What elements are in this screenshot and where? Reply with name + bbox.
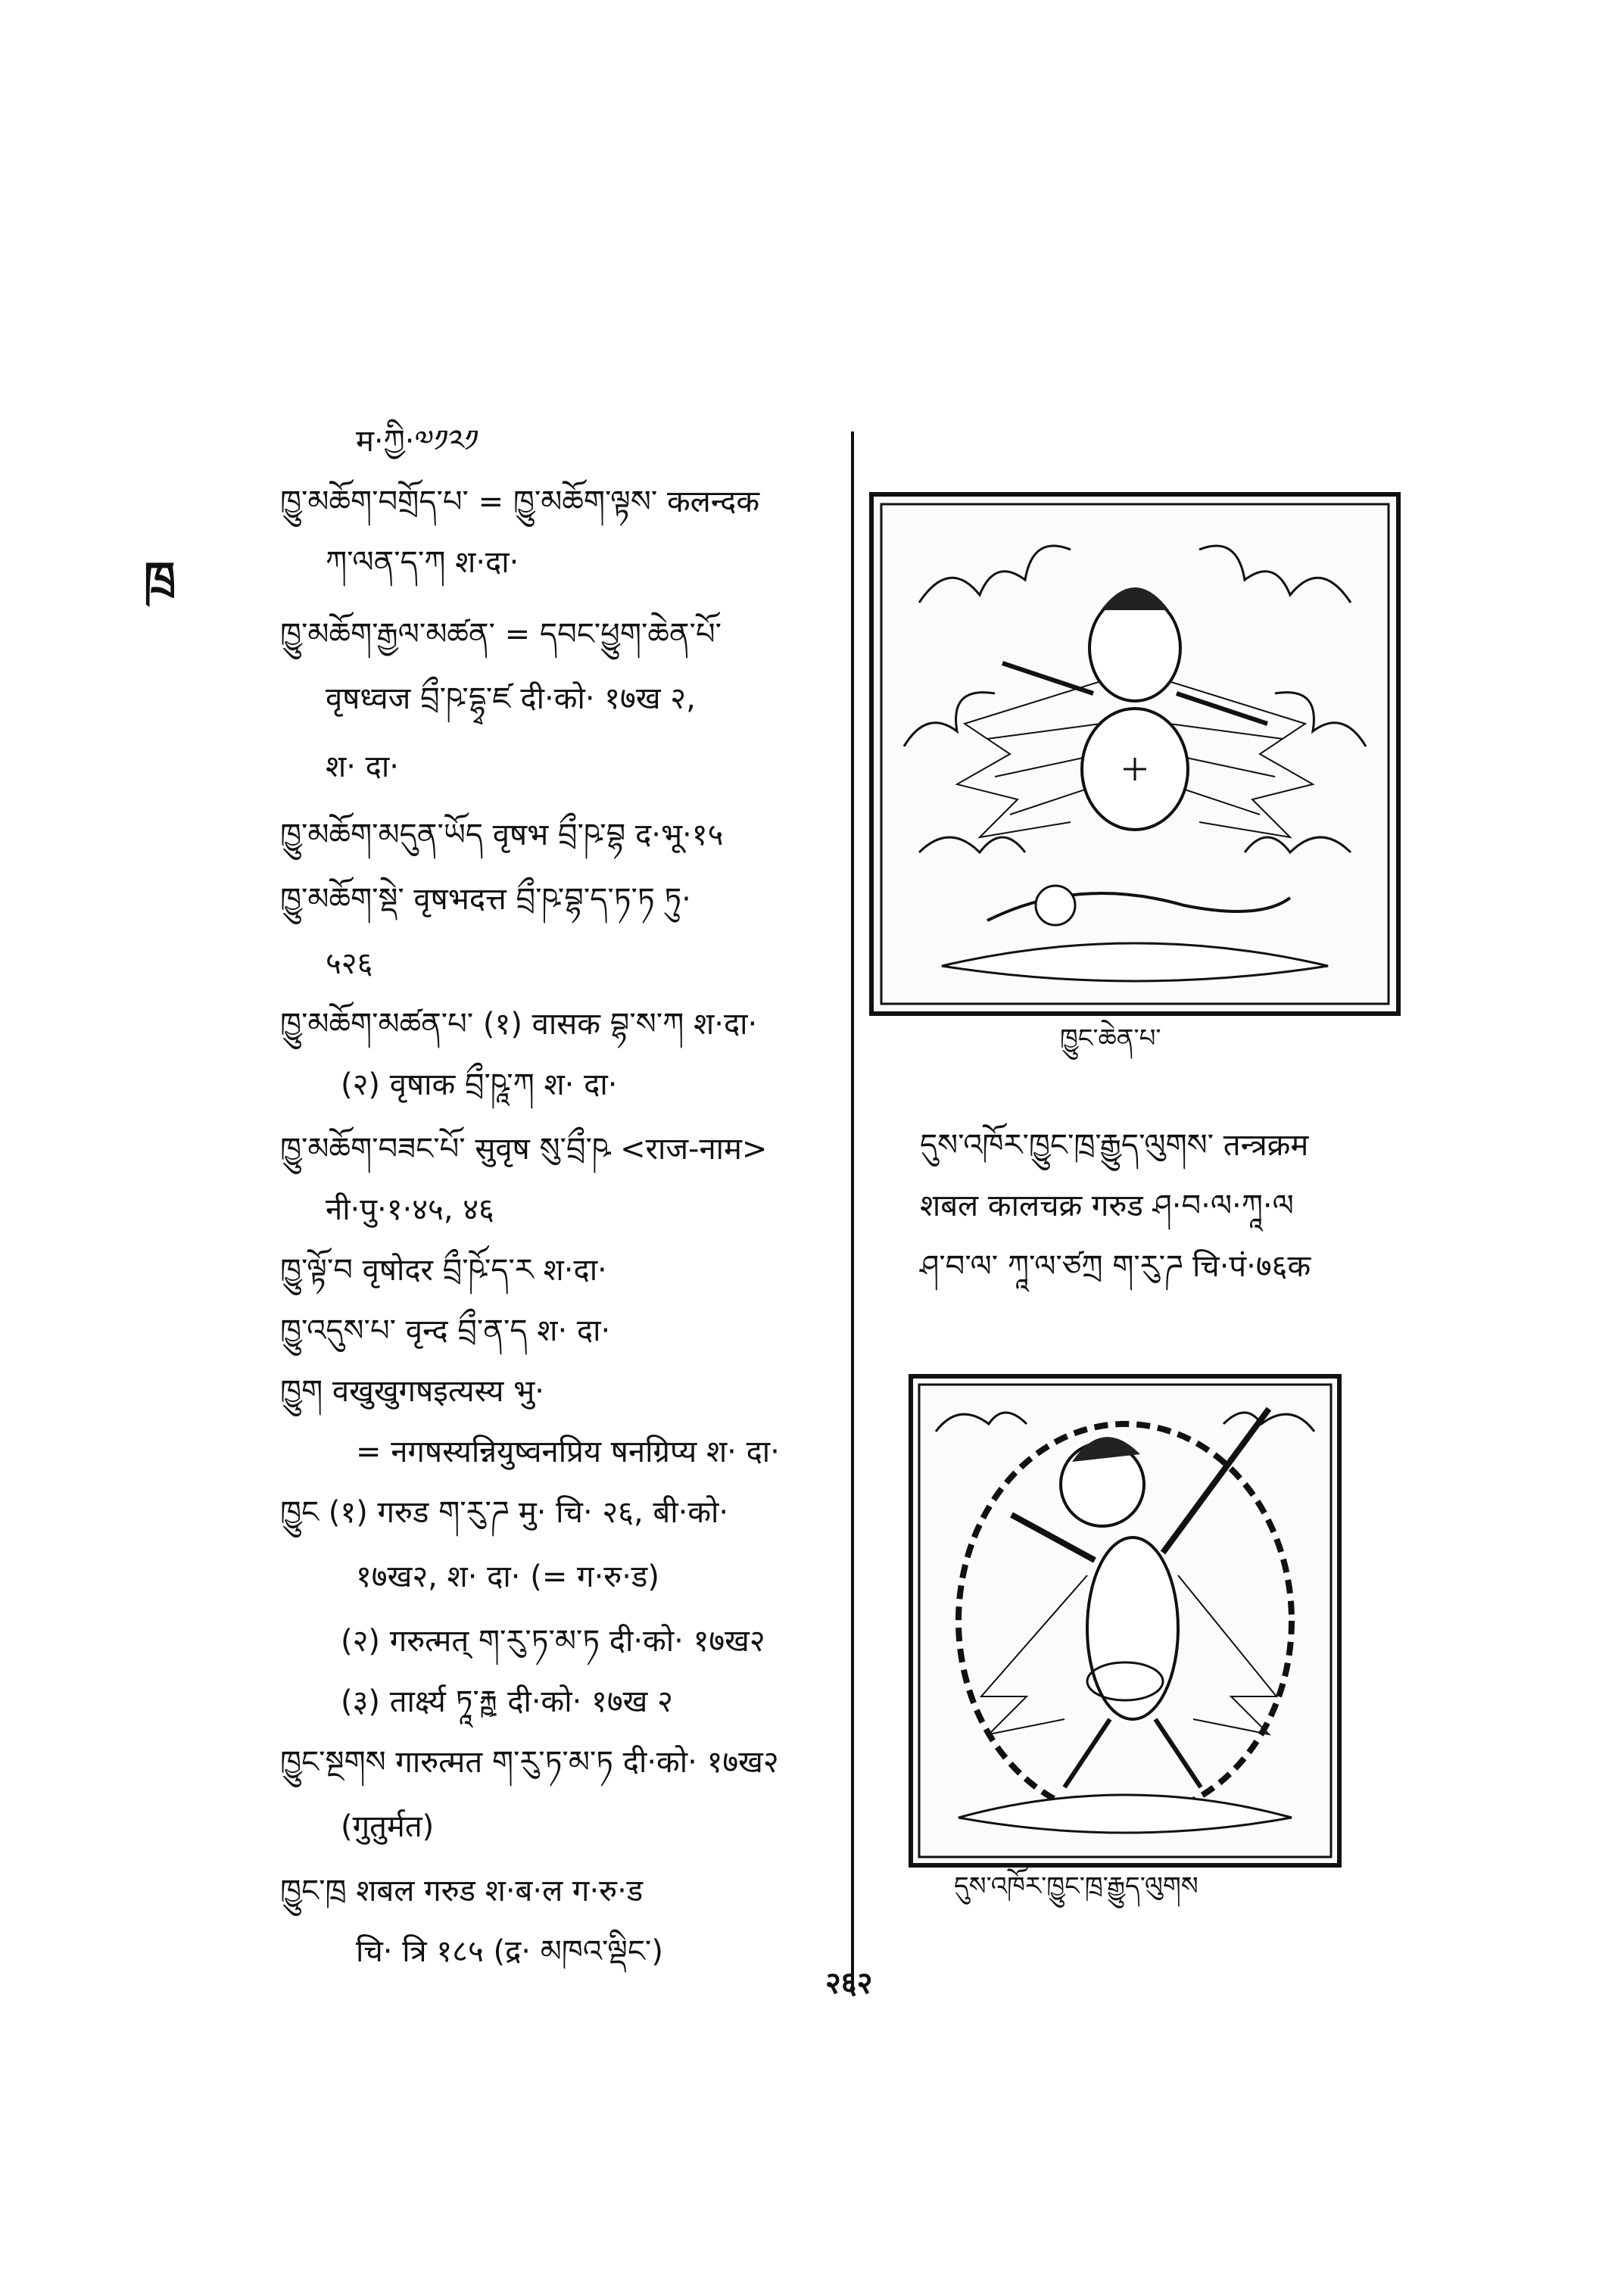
entry-line: नी·पु·१·४५, ४६ [326, 1192, 494, 1227]
entry-line: ཁྱུང་ཁྲ शबल गरुड श·ब·ल ग·रु·ड [280, 1874, 644, 1908]
entry-line: ५२६ [326, 946, 373, 981]
entry-line: ཁྱུ་མཆོག་བཟང་པོ་ सुवृष སུ་བྲྀ་ཥ <राज-नाम> [280, 1132, 768, 1167]
entry-line: (गुतुर्मत) [341, 1809, 435, 1844]
garuda-drawing-1 [874, 497, 1396, 1011]
figure-2-caption: དུས་འཁོར་ཁྱུང་ཁྲ་རྒྱུད་ལུགས [954, 1871, 1199, 1902]
entry-line: म·ཀྱི·༧༡༢༡ [356, 424, 479, 459]
entry-line: ཀ་ལན་ད་ཀ श·दा· [326, 545, 519, 580]
column-divider [851, 431, 854, 1991]
entry-line: ཁྱུ་མཆོག་མདུན་ཡོད वृषभ བྲྀ་ཥ་བྷ द·भू·१५ [280, 818, 724, 852]
entry-line: ཁྱུ་མཆོག་སྡེ་ वृषभदत्त བྲྀ་ཥ་བྷ་ད་ཏ་ཏ ཏུ· [280, 882, 691, 917]
garuda-illustration-1 [869, 492, 1401, 1016]
entry-line: ཁྱུང་སྔགས गारुत्मत ག་རུ་ཏ་མ་ཏ दी·को· १७ख२ [280, 1745, 779, 1780]
right-entry-line: शबल कालचक्र गरुड ཤ·བ·ལ·ཀཱ·ལ [920, 1189, 1294, 1223]
entry-line: श· दा· [326, 749, 399, 784]
page-number: २६२ [825, 1966, 873, 2001]
entry-line: वृषध्वज བྲྀ་ཥ་དྷྭ་ཛ दी·को· १७ख २, [326, 681, 696, 716]
entry-line: = नगषस्यन्नियुष्वनप्रिय षनग्रिप्य श· दा· [356, 1435, 780, 1469]
figure-1-caption: ཁྱུང་ཆེན་པ་ [1060, 1023, 1161, 1054]
entry-line: ཁྱུ་མཆོག་རྒྱལ་མཚན་ = དབང་ཕྱུག་ཆེན་པོ་ [280, 617, 722, 652]
entry-line: ཁྱུ་འདུས་པ་ वृन्द བྲྀ་ན་ད श· दा· [280, 1313, 611, 1348]
entry-line: ཁྱུ་ལྟོ་བ वृषोदर བྲྀ་ཥོ་ད་ར श·दा· [280, 1253, 607, 1288]
entry-line: ཁྱུག वखुखुगषइत्यस्य भु· [280, 1374, 544, 1409]
entry-line: (३) तार्क्ष्य ཏཱ་རྐྵ दी·को· १७ख २ [341, 1684, 673, 1719]
garuda-drawing-2 [913, 1379, 1337, 1863]
entry-line: १७ख२, श· दा· (= ग·रु·ड) [356, 1559, 659, 1594]
entry-line: (२) गरुत्मत् ག་རུ་ཏ་མ་ཏ दी·को· १७ख२ [341, 1624, 765, 1659]
entry-line: चि· त्रि १८५ (द्र· མཁའ་ལྡིང་) [356, 1934, 663, 1969]
entry-line: (२) वृषाक བྲྀ་ཥཱ་ཀ श· दा· [341, 1067, 618, 1102]
right-entry-line: ཤ་བ་ལ་ ཀཱ་ལ་ཙཀྲ ག་རུ་ཌ चि·पं·७६क [920, 1249, 1311, 1284]
margin-letter-mark: ཁྲ [144, 553, 176, 606]
garuda-illustration-2 [909, 1374, 1342, 1868]
entry-line: ཁྱུ་མཆོག་མཚན་པ་ (१) वासक བྷ་ས་ཀ श·दा· [280, 1007, 758, 1042]
right-entry-line: དུས་འཁོར་ཁྱུང་ཁྲ་རྒྱུད་ལུགས་ तन्त्रक्रम [920, 1128, 1309, 1163]
entry-line: ཁྱུང (१) गरुड ག་རུ་ཌ मु· चि· २६, बी·को· [280, 1495, 729, 1530]
entry-line: ཁྱུ་མཆོག་བགྲོད་པ་ = ཁྱུ་མཆོག་ལྟས་ कलन्दक [280, 484, 760, 519]
